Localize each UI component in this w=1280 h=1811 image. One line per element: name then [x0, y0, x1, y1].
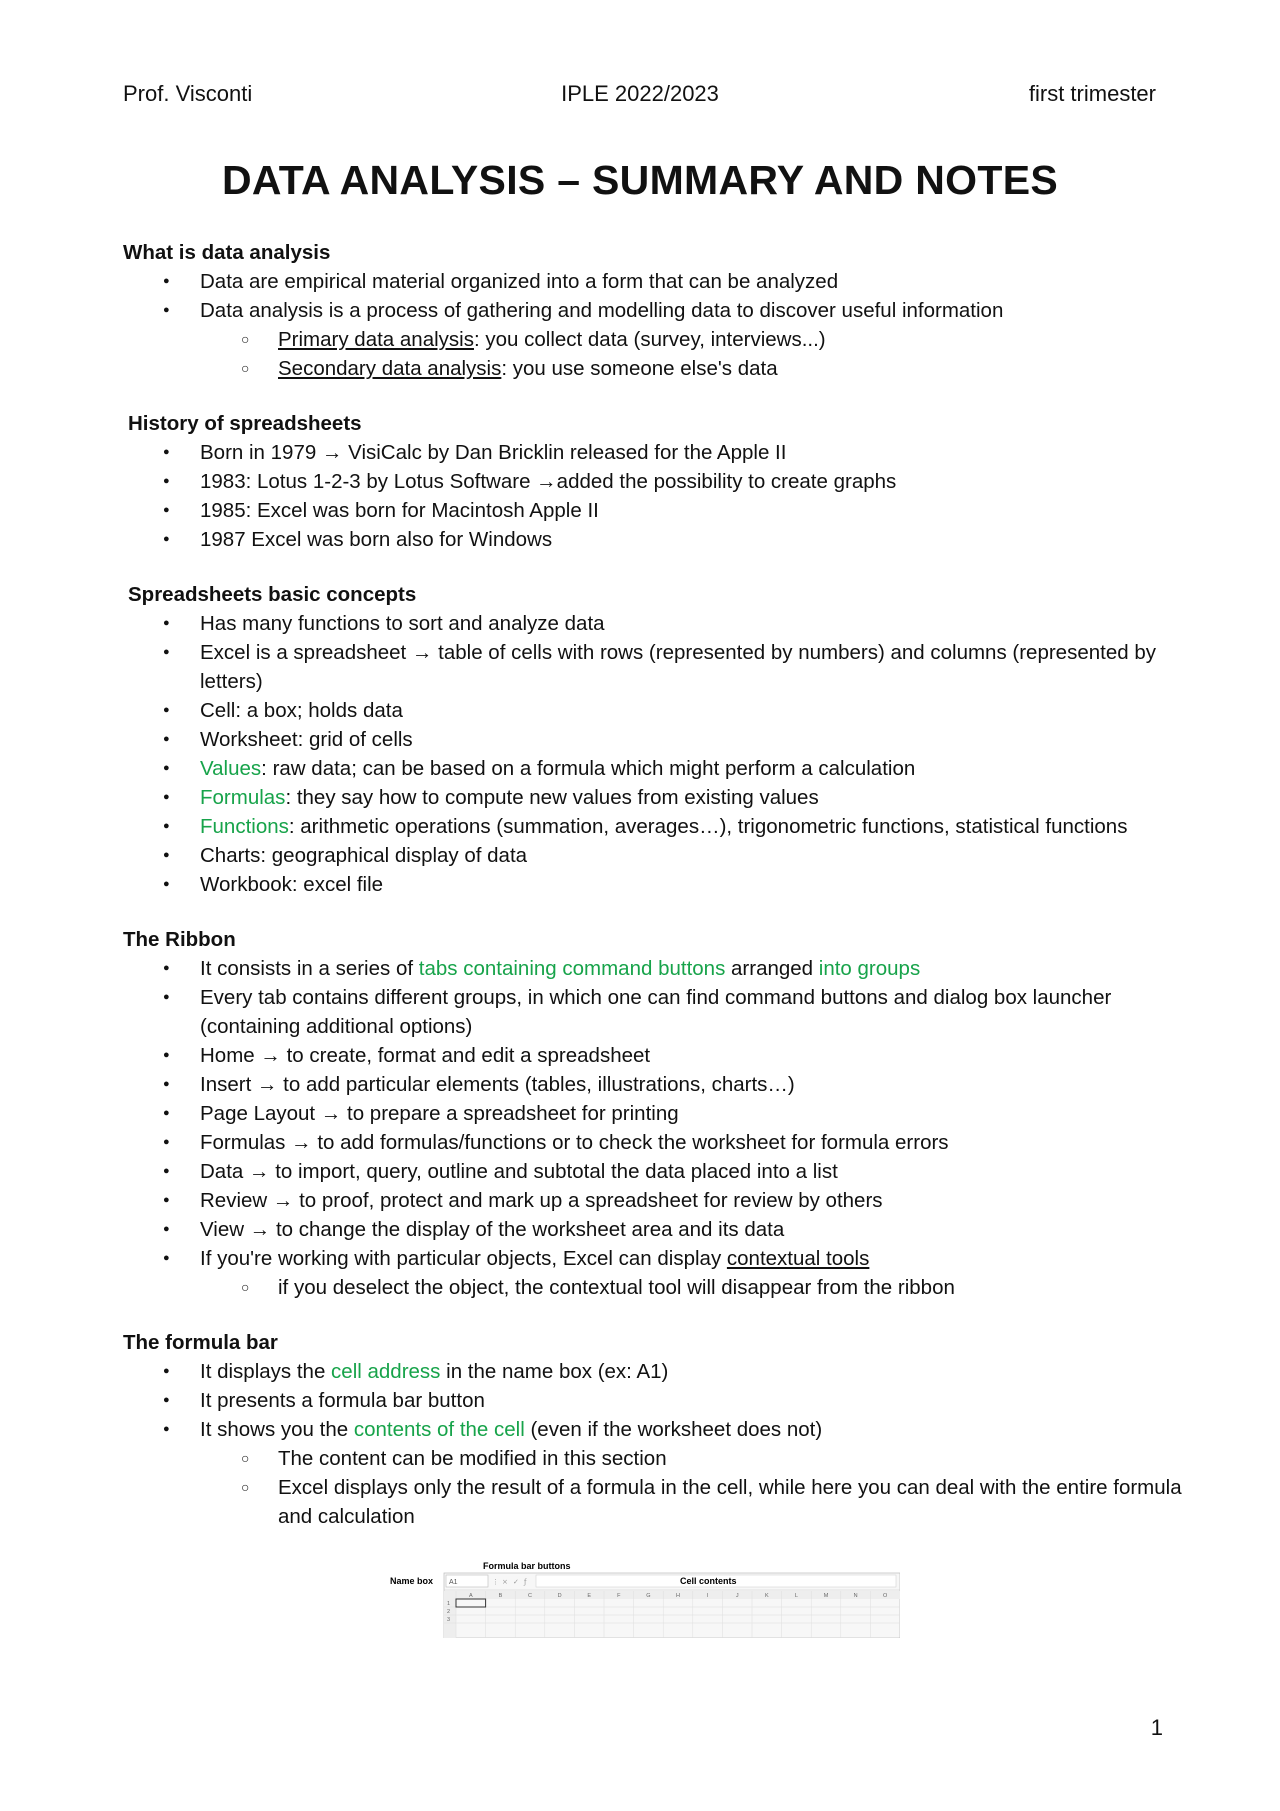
column-header: N [853, 1593, 858, 1599]
column-header: C [528, 1593, 532, 1599]
list-item: ● Data analysis is a process of gathering and modelling data to discover useful information [123, 296, 1183, 325]
list-item [123, 1415, 1183, 1444]
document-body [123, 238, 1183, 1531]
name-box-value: A1 [449, 1579, 458, 1586]
highlighted-term: tabs containing command buttons [418, 957, 726, 980]
header-course: IPLE 2022/2023 [561, 81, 719, 106]
list-item: ● Born in 1979 → VisiCalc by Dan Bricklin released for the Apple II [123, 438, 1183, 467]
header-author: Prof. Visconti [123, 81, 253, 106]
highlighted-term: Functions [200, 815, 289, 838]
item-text: (even if the worksheet does not) [524, 1418, 823, 1441]
list-item [123, 1357, 1183, 1386]
list-item: ● Excel is a spreadsheet → table of cells with rows (represented by numbers) and columns (represented by letters) [123, 638, 1183, 696]
list-item: ● 1983: Lotus 1-2-3 by Lotus Software →added the possibility to create graphs [123, 467, 1183, 496]
item-text: If you're working with particular objects, Excel can display [200, 1247, 727, 1270]
cancel-icon: × [502, 1578, 508, 1586]
column-header: E [587, 1593, 592, 1599]
list-item: ● 1987 Excel was born also for Windows [123, 525, 1183, 554]
item-text: in the name box (ex: A1) [440, 1360, 669, 1383]
list-item: ● Data → to import, query, outline and subtotal the data placed into a list [123, 1157, 1183, 1186]
list-item [123, 783, 1183, 812]
item-text: : they say how to compute new values from existing values [285, 786, 819, 809]
sub-list-item: ○ if you deselect the object, the contextual tool will disappear from the ribbon [123, 1273, 1183, 1302]
list-item: ● 1985: Excel was born for Macintosh Apple II [123, 496, 1183, 525]
list-item [123, 1244, 1183, 1273]
column-header: G [646, 1593, 651, 1599]
column-header: A [468, 1593, 473, 1599]
section-title-the-formula-bar: The formula bar [123, 1331, 278, 1354]
underlined-term: Secondary data analysis [278, 357, 502, 380]
function-icon: ƒ [524, 1578, 527, 1586]
list-item: ● Worksheet: grid of cells [123, 725, 1183, 754]
section-title-spreadsheets-basic-concepts: Spreadsheets basic concepts [128, 583, 417, 606]
column-header: K [764, 1593, 769, 1599]
list-item: ● Every tab contains different groups, in which one can find command buttons and dialog box launcher (containing additional options) [123, 983, 1183, 1041]
list-item: ● It presents a formula bar button [123, 1386, 1183, 1415]
row-header: 1 [447, 1601, 451, 1607]
list-item: ● Workbook: excel file [123, 870, 1183, 899]
row-header: 3 [447, 1617, 451, 1623]
list-item: ● Insert → to add particular elements (tables, illustrations, charts…) [123, 1070, 1183, 1099]
column-header: I [706, 1593, 709, 1599]
highlighted-term: cell address [331, 1360, 441, 1383]
item-text: arranged [725, 957, 819, 980]
underlined-term: contextual tools [726, 1247, 870, 1270]
page-number: 1 [1150, 1715, 1163, 1740]
header-term: first trimester [1028, 81, 1156, 106]
highlighted-term: contents of the cell [353, 1418, 525, 1441]
list-item: ● Formulas → to add formulas/functions or to check the worksheet for formula errors [123, 1128, 1183, 1157]
list-item: ● Charts: geographical display of data [123, 841, 1183, 870]
list-item [123, 754, 1183, 783]
item-text: : arithmetic operations (summation, averages…), trigonometric functions, statistical functions [288, 815, 1128, 838]
list-item: ● Review → to proof, protect and mark up a spreadsheet for review by others [123, 1186, 1183, 1215]
section-title-history-of-spreadsheets: History of spreadsheets [128, 412, 362, 435]
list-item: ● Cell: a box; holds data [123, 696, 1183, 725]
highlighted-term: into groups [818, 957, 921, 980]
item-text: : you use someone else's data [501, 357, 778, 380]
item-text: It consists in a series of [200, 957, 419, 980]
list-item: ● Data are empirical material organized into a form that can be analyzed [123, 267, 1183, 296]
figure-label-name-box: Name box [390, 1576, 434, 1586]
column-header: F [617, 1593, 621, 1599]
column-header: L [794, 1593, 798, 1599]
figure-label-cell-contents: Cell contents [680, 1576, 737, 1586]
row-header: 2 [447, 1609, 451, 1615]
column-header: D [557, 1593, 562, 1599]
column-header: M [823, 1593, 829, 1599]
enter-icon: ✓ [513, 1578, 519, 1586]
item-text: It shows you the [200, 1418, 354, 1441]
formula-bar-figure [380, 1560, 900, 1638]
column-header-bar [444, 1591, 900, 1599]
list-item [123, 954, 1183, 983]
list-item [123, 812, 1183, 841]
sub-list-item [123, 354, 1183, 383]
page-title: DATA ANALYSIS – SUMMARY AND NOTES [221, 157, 1059, 203]
more-icon: ⋮ [492, 1578, 499, 1586]
highlighted-term: Values [200, 757, 262, 780]
list-item: ● Has many functions to sort and analyze data [123, 609, 1183, 638]
item-text: It displays the [200, 1360, 332, 1383]
section-title-what-is-data-analysis: What is data analysis [123, 241, 331, 264]
item-text: : raw data; can be based on a formula which might perform a calculation [261, 757, 916, 780]
highlighted-term: Formulas [200, 786, 286, 809]
list-item: ● View → to change the display of the worksheet area and its data [123, 1215, 1183, 1244]
sub-list-item: ○ The content can be modified in this section [123, 1444, 1183, 1473]
underlined-term: Primary data analysis [278, 328, 474, 351]
column-header: H [676, 1593, 680, 1599]
list-item: ● Home → to create, format and edit a spreadsheet [123, 1041, 1183, 1070]
sub-list-item [123, 325, 1183, 354]
column-header: B [498, 1593, 503, 1599]
figure-label-formula-bar-buttons: Formula bar buttons [483, 1561, 571, 1571]
column-header: J [735, 1593, 739, 1599]
item-text: : you collect data (survey, interviews...) [473, 328, 826, 351]
section-title-the-ribbon: The Ribbon [123, 928, 236, 951]
sub-list-item: ○ Excel displays only the result of a formula in the cell, while here you can deal with the entire formula and calculation [123, 1473, 1183, 1531]
list-item: ● Page Layout → to prepare a spreadsheet for printing [123, 1099, 1183, 1128]
column-header: O [883, 1593, 888, 1599]
